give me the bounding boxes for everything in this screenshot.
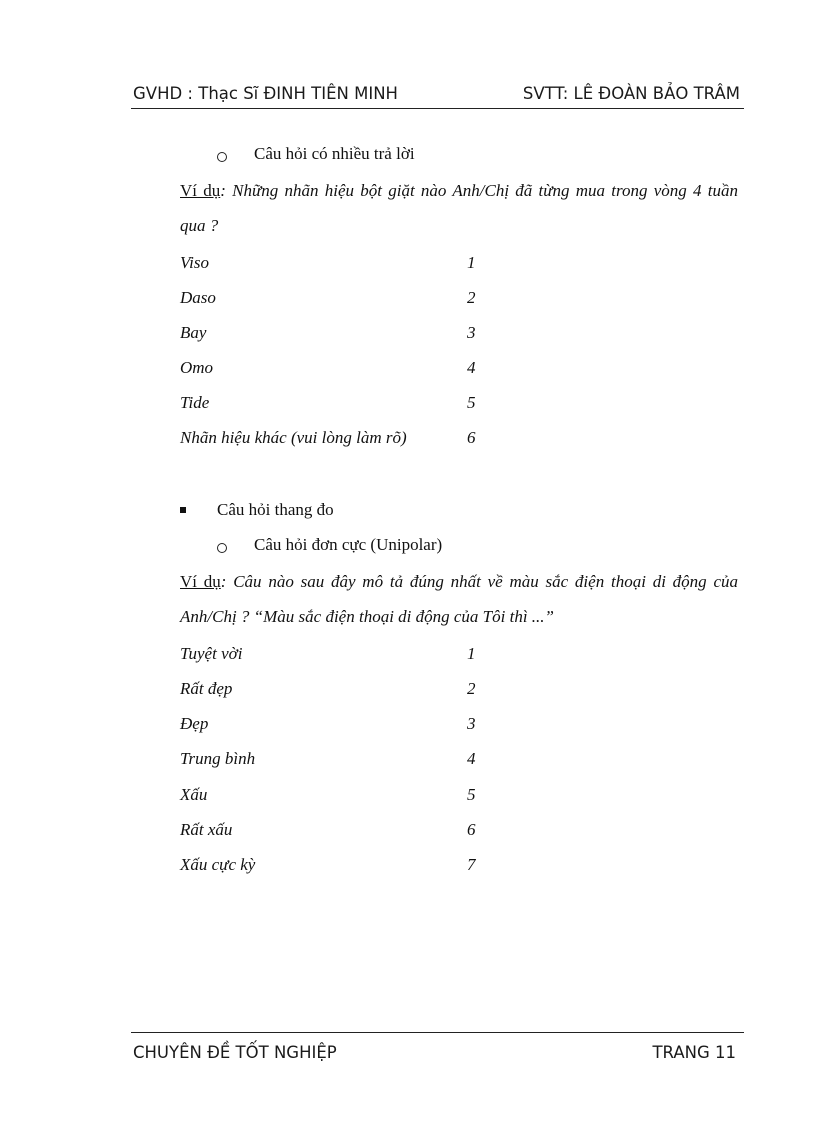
option-label: Nhãn hiệu khác (vui lòng làm rõ)	[180, 428, 407, 447]
option-label: Rất đẹp	[180, 679, 233, 698]
example-text: : Câu nào sau đây mô tả đúng nhất về màu sắc điện thoại di động của	[220, 572, 739, 591]
option-code: 2	[467, 288, 476, 307]
header-supervisor: GVHD : Thạc Sĩ ĐINH TIÊN MINH	[133, 84, 398, 103]
square-bullet-icon	[180, 507, 186, 513]
option-code: 6	[467, 820, 476, 839]
page-header	[131, 82, 744, 109]
option-label: Đẹp	[180, 714, 209, 733]
option-code: 4	[467, 749, 476, 768]
section2-example-line2: Anh/Chị ? “Màu sắc điện thoại di động của Tôi thì ...”	[180, 607, 555, 626]
option-code: 6	[467, 428, 476, 447]
option-label: Tide	[180, 393, 210, 412]
footer-page-number: TRANG 11	[652, 1043, 736, 1062]
option-label: Xấu	[180, 785, 208, 804]
option-code: 5	[467, 785, 476, 804]
section1-title: Câu hỏi có nhiều trả lời	[254, 144, 415, 163]
example-label: Ví dụ	[180, 181, 221, 200]
page-footer	[131, 1032, 744, 1063]
example-label: Ví dụ	[180, 572, 221, 591]
section2-example-line1	[180, 572, 738, 592]
example-text: : Những nhãn hiệu bột giặt nào Anh/Chị đã từng mua trong vòng 4 tuần	[220, 181, 738, 200]
option-code: 2	[467, 679, 476, 698]
section2-subtitle: Câu hỏi đơn cực (Unipolar)	[254, 535, 443, 554]
section1-example-line1	[180, 181, 738, 201]
option-label: Rất xấu	[180, 820, 233, 839]
circle-bullet-icon	[217, 152, 227, 162]
option-label: Tuyệt vời	[180, 644, 243, 663]
option-label: Daso	[180, 288, 216, 307]
option-code: 5	[467, 393, 476, 412]
option-code: 1	[467, 644, 476, 663]
option-code: 3	[467, 323, 476, 342]
section1-example-line2: qua ?	[180, 216, 219, 235]
option-code: 4	[467, 358, 476, 377]
option-label: Xấu cực kỳ	[180, 855, 256, 874]
option-label: Omo	[180, 358, 214, 377]
option-label: Viso	[180, 253, 209, 272]
option-label: Bay	[180, 323, 207, 342]
option-label: Trung bình	[180, 749, 256, 768]
option-code: 7	[467, 855, 476, 874]
header-student: SVTT: LÊ ĐOÀN BẢO TRÂM	[522, 84, 740, 103]
section2-title: Câu hỏi thang đo	[217, 500, 334, 519]
circle-bullet-icon	[217, 543, 227, 553]
option-code: 1	[467, 253, 476, 272]
footer-title: CHUYÊN ĐỀ TỐT NGHIỆP	[133, 1043, 337, 1062]
option-code: 3	[467, 714, 476, 733]
